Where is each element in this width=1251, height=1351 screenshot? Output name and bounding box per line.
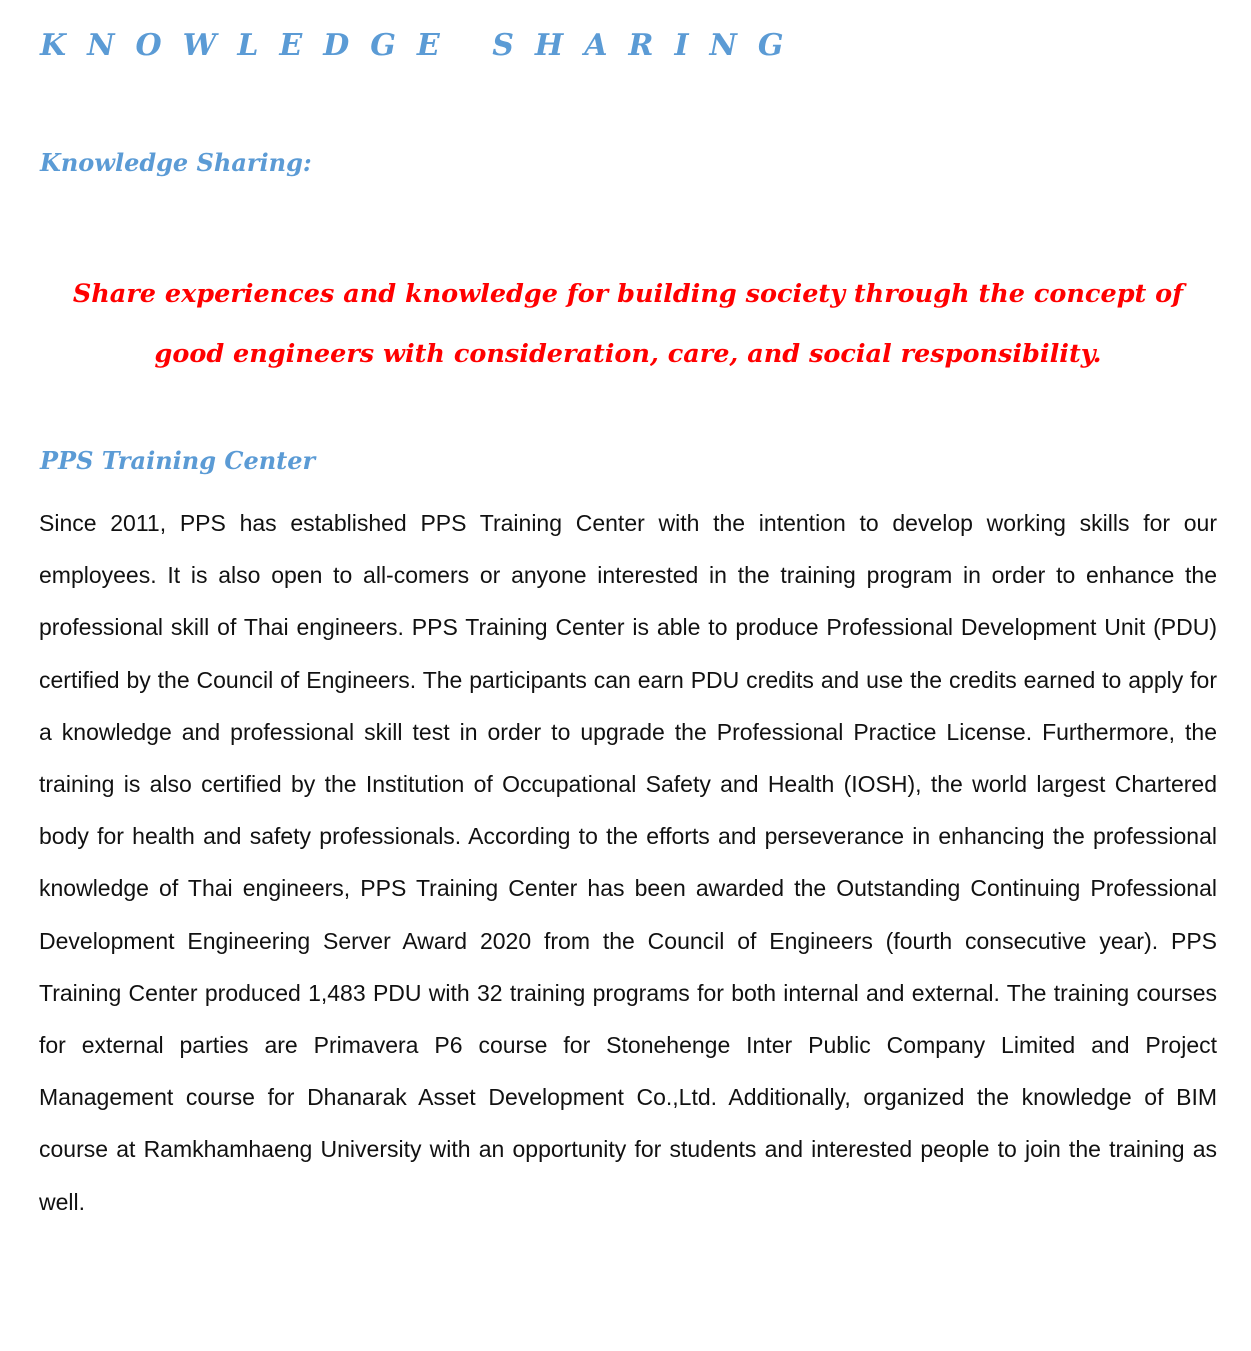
main-title: KNOWLEDGE SHARING — [40, 28, 805, 63]
body-paragraph: Since 2011, PPS has established PPS Training Center with the intention to develop working skills for our employees. It is also open to all-comers or anyone interested in the training program in order to enhance the professional skill of Thai engineers. PPS Training Center is able to produce Professional Development Unit (PDU) certified by the Council of Engineers. The participants can earn PDU credits and use the credits earned to apply for a knowledge and professional skill test in order to upgrade the Professional Practice License. Furthermore, the training is also certified by the Institution of Occupational Safety and Health (IOSH), the world largest Chartered body for health and safety professionals. According to the efforts and perseverance in enhancing the professional knowledge of Thai engineers, PPS Training Center has been awarded the Outstanding Continuing Professional Development Engineering Server Award 2020 from the Council of Engineers (fourth consecutive year). PPS Training Center produced 1,483 PDU with 32 training programs for both internal and external. The training courses for external parties are Primavera P6 course for Stonehenge Inter Public Company Limited and Project Management course for Dhanarak Asset Development Co.,Ltd. Additionally, organized the knowledge of BIM course at Ramkhamhaeng University with an opportunity for students and interested people to join the training as well. — [39, 510, 1217, 1215]
section-title: PPS Training Center — [40, 446, 316, 475]
subtitle: Knowledge Sharing: — [40, 148, 312, 177]
mission-quote: Share experiences and knowledge for building society through the concept of good engineers with consideration, care, and social responsibility. — [72, 279, 1184, 369]
